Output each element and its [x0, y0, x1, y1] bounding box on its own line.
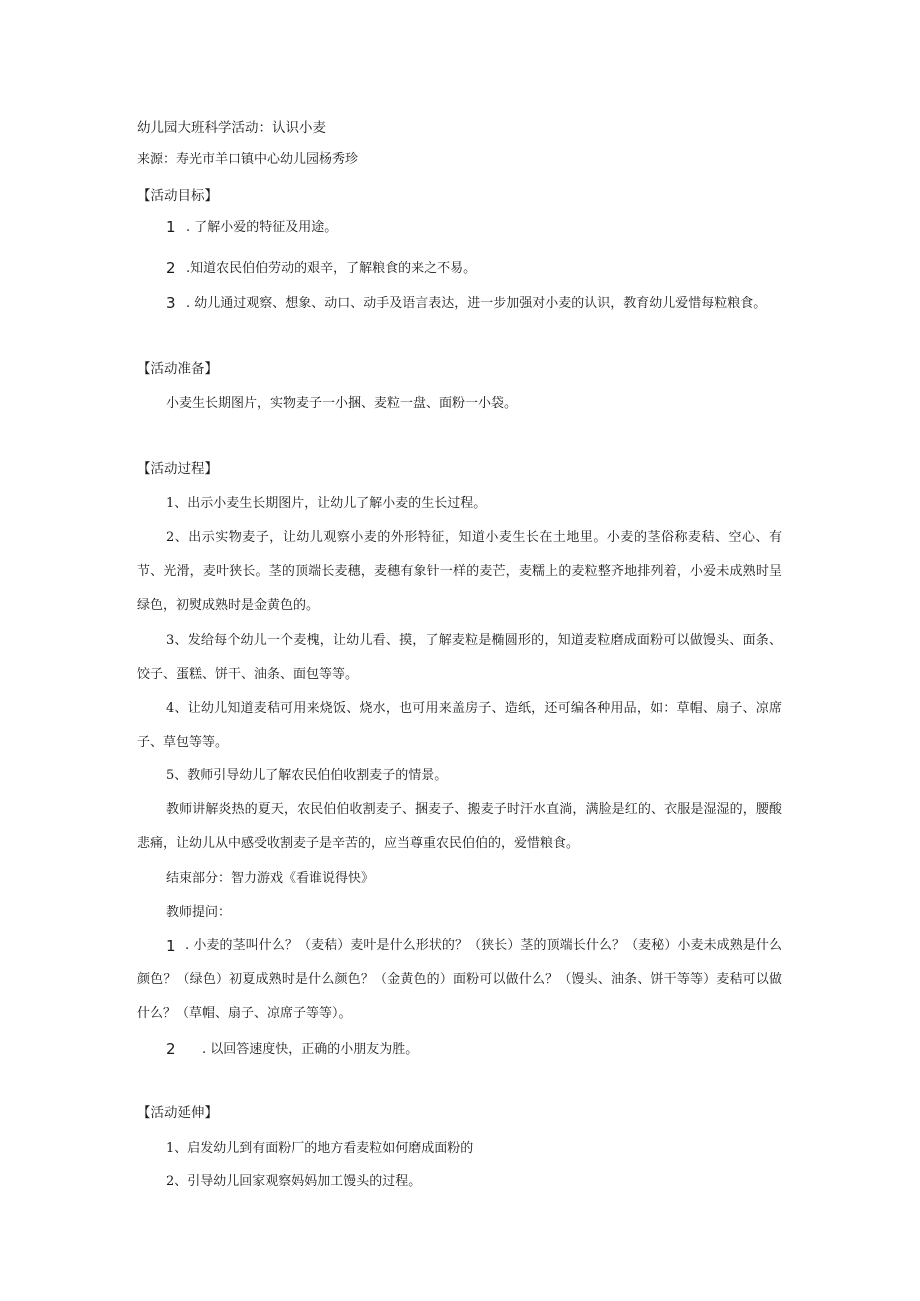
process-step-1: 1、出示小麦生长期图片，让幼儿了解小麦的生长过程。	[166, 496, 487, 511]
extension-heading: 【活动延伸】	[137, 1105, 218, 1121]
ending-section: 结束部分：智力游戏《看谁说得快》	[166, 871, 375, 886]
extension-item: 2、引导幼儿回家观察妈妈加工馒头的过程。	[166, 1174, 422, 1189]
goals-heading: 【活动目标】	[137, 188, 218, 204]
process-step-4: 4、让幼儿知道麦秸可用来烧饭、烧水，也可用来盖房子、造纸，还可编各种用品，如：草帽、扇子、凉席子、草包等等。	[137, 701, 782, 750]
teacher-question-label: 教师提问：	[166, 905, 232, 920]
process-step-3: 3、发给每个幼儿一个麦槐，让幼儿看、摸，了解麦粒是椭圆形的，知道麦粒磨成面粉可以做馒头、面条、饺子、蛋糕、饼干、油条、面包等等。	[137, 633, 782, 682]
process-step-2: 2、出示实物麦子，让幼儿观察小麦的外形特征，知道小麦生长在土地里。小麦的茎俗称麦秸、空心、有节、光滑，麦叶狭长。茎的顶端长麦穗，麦穗有象针一样的麦芒，麦糯上的麦粒整齐地排列着，小爱未成熟时呈绿色，初熨成熟时是金黄色的。	[137, 530, 782, 613]
goal-text: .知道农民伯伯劳动的艰辛，了解粮食的来之不易。	[186, 261, 477, 276]
question-text: . 小麦的茎叫什么？（麦秸）麦叶是什么形状的？（狭长）茎的顶端长什么？（麦秘）小麦未成熟是什么颜色？（绿色）初夏成熟时是什么颜色？（金黄色的）面粉可以做什么？（馒头、油条、饼干等等）麦秸可以做什么？（草帽、扇子、凉席子等等）。	[137, 938, 782, 1021]
question-number: 2	[166, 1040, 176, 1058]
goal-text: . 幼儿通过观察、想象、动口、动手及语言表达，进一步加强对小麦的认识，教育幼儿爱惜每粒粮食。	[186, 296, 767, 311]
process-step-5: 5、教师引导幼儿了解农民伯伯收割麦子的情景。	[166, 768, 448, 783]
goal-number: 3	[166, 294, 176, 312]
document-title: 幼儿园大班科学活动：认识小麦	[137, 120, 326, 136]
teacher-explanation: 教师讲解炎热的夏天，农民伯伯收割麦子、捆麦子、搬麦子时汗水直淌，满脸是红的、衣服是湿湿的，腰酸悲痛，让幼儿从中感受收割麦子是辛苦的，应当尊重农民伯伯的，爱惜粮食。	[137, 802, 782, 851]
goal-text: . 了解小爱的特征及用途。	[186, 220, 338, 235]
goal-number: 2	[166, 259, 176, 277]
document-source: 来源：寿光市羊口镇中心幼儿园杨秀珍	[137, 152, 359, 167]
question-text: . 以回答速度快，正确的小朋友为胜。	[202, 1042, 419, 1057]
preparation-text: 小麦生长期图片，实物麦子一小捆、麦粒一盘、面粉一小袋。	[166, 396, 518, 411]
extension-item: 1、启发幼儿到有面粉厂的地方看麦粒如何磨成面粉的	[166, 1141, 474, 1156]
preparation-heading: 【活动准备】	[137, 361, 218, 377]
goal-number: 1	[166, 218, 176, 236]
process-heading: 【活动过程】	[137, 461, 218, 477]
question-number: 1	[166, 937, 176, 955]
